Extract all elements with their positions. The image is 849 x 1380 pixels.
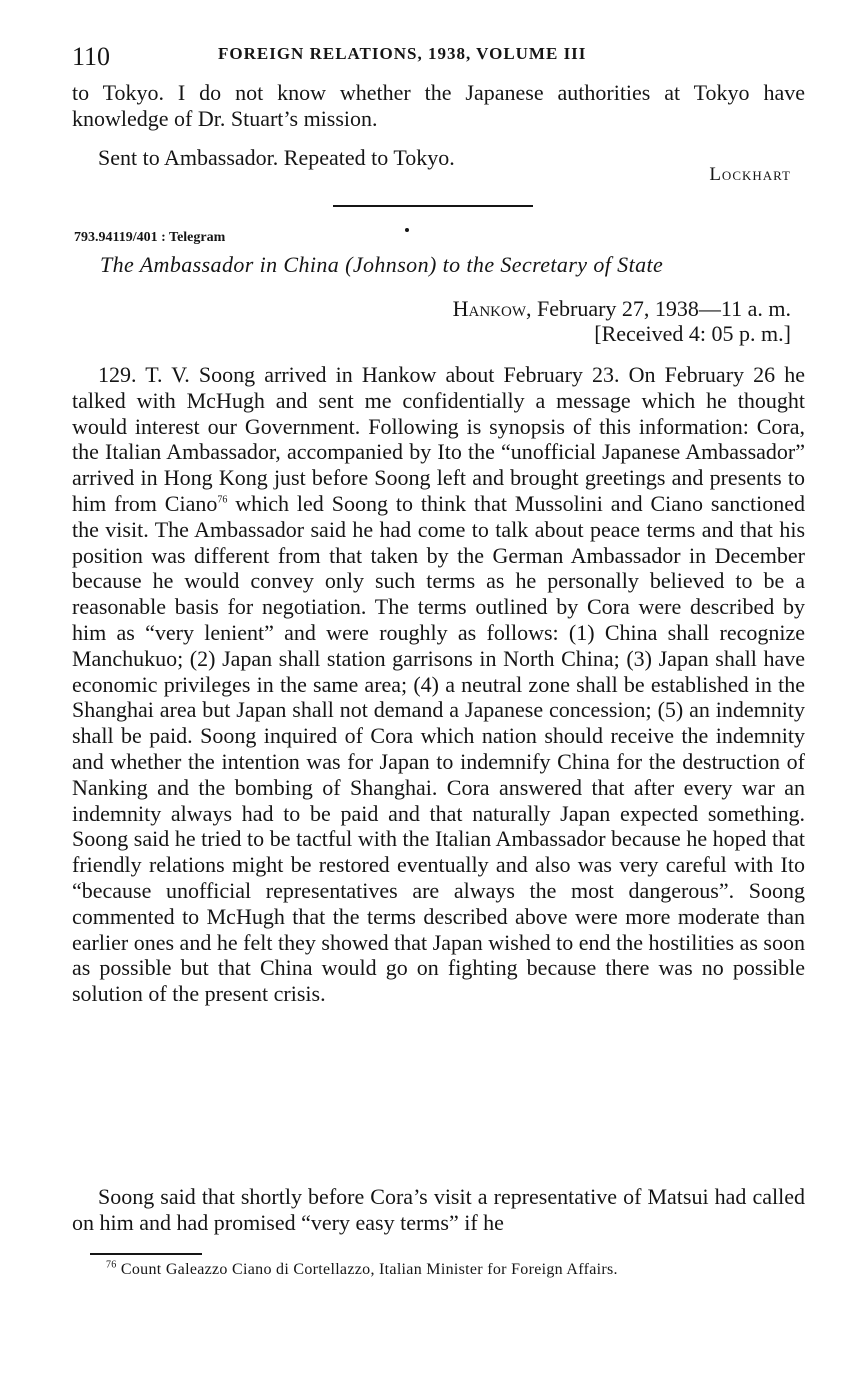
running-title: FOREIGN RELATIONS, 1938, VOLUME III: [218, 44, 587, 63]
telegram-paragraph-1: [72, 362, 805, 1007]
dateline-place-date: [453, 296, 791, 321]
document-title: The Ambassador in China (Johnson) to the Secretary of State: [100, 252, 664, 277]
signature: Lockhart: [709, 164, 791, 185]
section-divider: [333, 205, 533, 207]
stray-mark: [405, 228, 409, 232]
footnote-text: Count Galeazzo Ciano di Cortellazzo, Italian Minister for Foreign Affairs.: [116, 1261, 618, 1278]
dateline: [453, 296, 791, 346]
dateline-date: , February 27, 1938—11 a. m.: [526, 296, 791, 321]
footnote-76: [106, 1261, 816, 1279]
file-reference: 793.94119/401 : Telegram: [74, 230, 226, 245]
footnote-marker: 76: [106, 1259, 117, 1271]
footnote-divider: [90, 1253, 202, 1255]
paragraph-1-part-a: 129. T. V. Soong arrived in Hankow about February 23. On February 26 he talked with McHugh and sent me confidentially a message which he thought would interest our Government. Following is synopsis of this information: Cora, the Italian Ambassador, accompanied by Ito the “unofficial Japanese Ambassador” arrived in Hong Kong just before Soong left and brought greetings and presents to him from Ciano: [72, 362, 805, 516]
previous-doc-sent-line: Sent to Ambassador. Repeated to Tokyo.: [98, 145, 455, 170]
received-time: [Received 4: 05 p. m.]: [594, 321, 791, 346]
telegram-paragraph-2: Soong said that shortly before Cora’s visit a representative of Matsui had called on him and had promised “very easy terms” if he: [72, 1184, 805, 1235]
footnote-ref-76[interactable]: 76: [217, 494, 228, 506]
paragraph-1-part-b: which led Soong to think that Mussolini and Ciano sanctioned the visit. The Ambassador said he had come to talk about peace terms and that his position was different from that taken by the German Ambassador in December because he would convey only such terms as he personally believed to be a reasonable basis for negotiation. The terms outlined by Cora were described by him as “very lenient” and were roughly as follows: (1) China shall recognize Manchukuo; (2) Japan shall station garrisons in North China; (3) Japan shall have economic privileges in the same area; (4) a neutral zone shall be established in the Shanghai area but Japan shall not demand a Japanese concession; (5) an indemnity shall be paid. Soong inquired of Cora which nation should receive the indemnity and whether the intention was for Japan to indemnify China for the destruction of Nanking and the bombing of Shanghai. Cora answered that after every war an indemnity always had to be paid and that naturally Japan expected something. Soong said he tried to be tactful with the Italian Ambassador because he hoped that friendly relations might be restored eventually and also was very careful with Ito “because unofficial representatives are always the most dangerous”. Soong commented to McHugh that the terms described above were more moderate than earlier ones and he felt they showed that Japan wished to end the hostilities as soon as possible but that China would go on fighting because there was no possible solution of the present crisis.: [72, 490, 806, 1007]
page-number: 110: [72, 42, 111, 71]
dateline-place: Hankow: [452, 296, 527, 321]
previous-doc-continuation: to Tokyo. I do not know whether the Japanese authorities at Tokyo have knowledge of Dr. Stuart’s mission.: [72, 80, 805, 131]
running-head: [70, 38, 800, 78]
